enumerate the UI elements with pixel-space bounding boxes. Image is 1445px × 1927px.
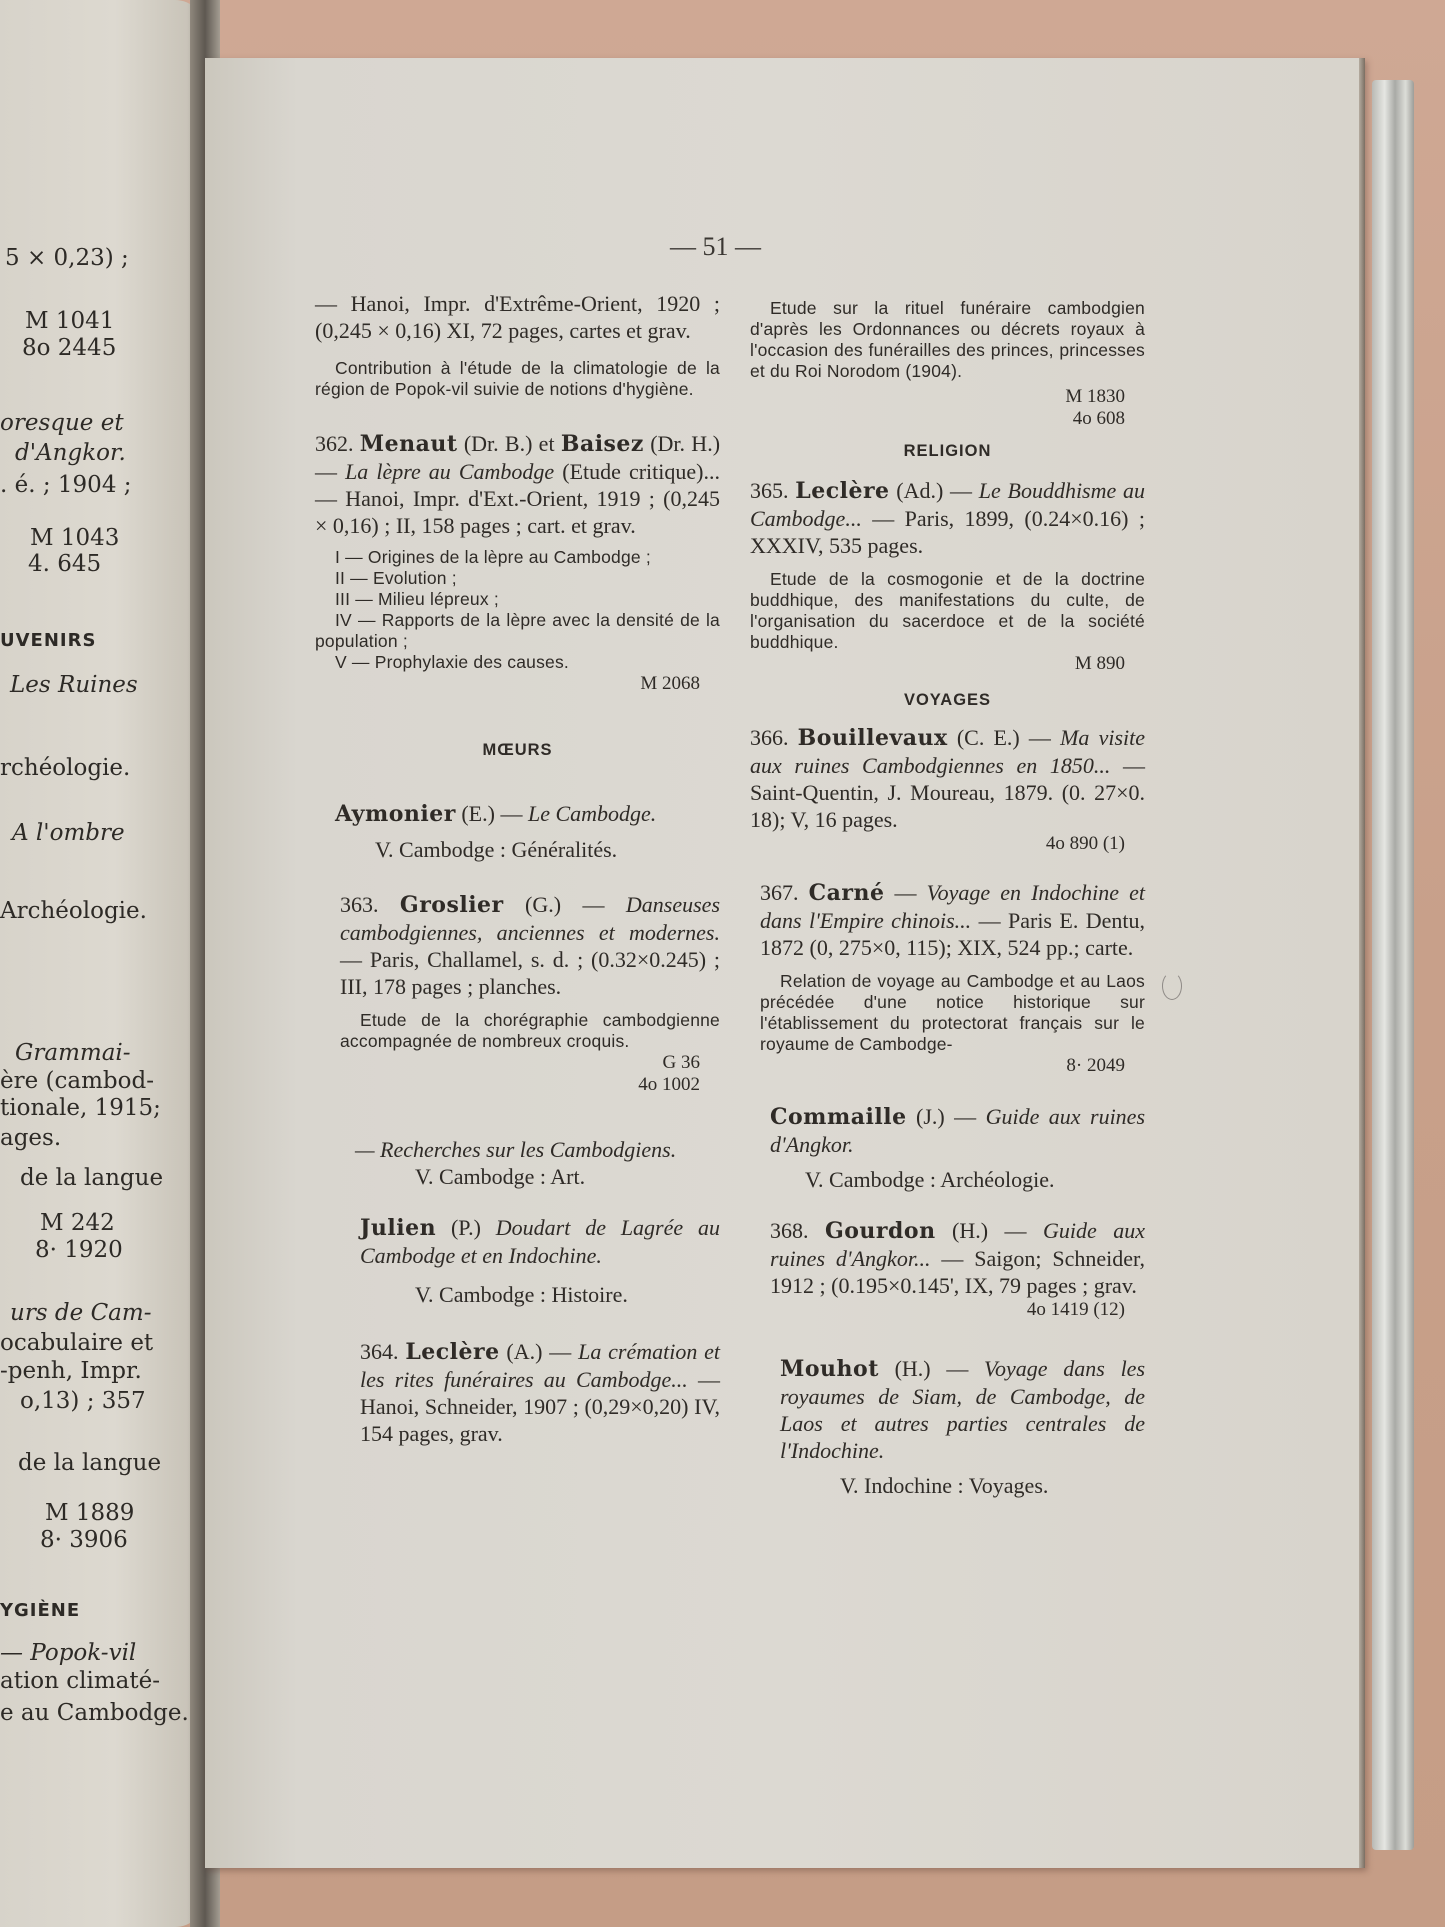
entry-title: Le Bouddhisme au Cambodge... bbox=[750, 478, 1146, 531]
left-page-text-fragment: ages. bbox=[0, 1125, 62, 1151]
entry-mouhot bbox=[750, 1355, 1145, 1464]
left-column bbox=[315, 290, 720, 1447]
entry-recherches: — Recherches sur les Cambodgiens. bbox=[355, 1137, 677, 1162]
entry-title: Guide aux ruines d'Angkor. bbox=[770, 1104, 1146, 1157]
left-page-text-fragment: rchéologie. bbox=[0, 755, 131, 781]
entry-initials: (Dr. B.) et bbox=[457, 431, 561, 456]
binding-strip bbox=[1372, 80, 1414, 1850]
entry-publication: — Paris, Challamel, s. d. ; (0.32×0.245) ; III, 178 pages ; planches. bbox=[340, 947, 720, 999]
entry-julien bbox=[315, 1214, 720, 1269]
left-page-text-fragment: -penh, Impr. bbox=[0, 1358, 142, 1384]
entry-number: 366. bbox=[750, 725, 789, 750]
shelf-mark: G 36 bbox=[662, 1052, 700, 1073]
pencil-annotation-mark bbox=[1162, 972, 1182, 1000]
see-reference: V. Cambodge : Art. bbox=[415, 1164, 586, 1189]
entry-initials: (Dr. H.) — bbox=[315, 431, 721, 484]
shelf-mark: M 890 bbox=[1074, 653, 1125, 674]
entry-361-note: Contribution à l'étude de la climatologie de la région de Popok-vil suivie de notions d'hygiène. bbox=[315, 358, 720, 399]
shelf-mark: M 2068 bbox=[640, 673, 700, 694]
entry-365-note: Etude de la cosmogonie et de la doctrine buddhique, des manifestations du culte, de l'organisation du sacerdoce et de la société buddhique. bbox=[750, 569, 1145, 652]
entry-365 bbox=[750, 477, 1145, 559]
entry-366 bbox=[750, 724, 1145, 833]
entry-title: Ma visite aux ruines Cambodgiennes en 1850... bbox=[750, 725, 1145, 778]
entry-number: 362. bbox=[315, 431, 354, 456]
left-page-text-fragment: Grammai- bbox=[15, 1040, 131, 1066]
entry-363-note: Etude de la chorégraphie cambodgienne accompagnée de nombreux croquis. bbox=[340, 1010, 720, 1051]
entry-364 bbox=[315, 1338, 720, 1447]
left-page-text-fragment: e au Cambodge. bbox=[0, 1700, 189, 1726]
contents-item: IV — Rapports de la lèpre avec la densité de la population ; bbox=[315, 610, 720, 651]
page-number: — 51 — bbox=[670, 232, 761, 261]
entry-author: Bouillevaux bbox=[797, 725, 948, 751]
entry-initials: (H.) — bbox=[878, 1356, 985, 1381]
left-page-text-fragment: de la langue bbox=[18, 1450, 162, 1476]
entry-publication: (Etude critique)... — Hanoi, Impr. d'Ext.-Orient, 1919 ; (0,245 × 0,16) ; II, 158 pages ; cart. et grav. bbox=[315, 459, 720, 538]
see-reference: V. Cambodge : Généralités. bbox=[375, 837, 618, 862]
entry-author: Commaille bbox=[770, 1104, 907, 1130]
entry-publication: — Hanoi, Schneider, 1907 ; (0,29×0,20) IV, 154 pages, grav. bbox=[360, 1367, 721, 1446]
left-page-text-fragment: tionale, 1915; bbox=[0, 1095, 161, 1121]
entry-number: 367. bbox=[760, 880, 799, 905]
contents-item: III — Milieu lépreux ; bbox=[335, 589, 499, 609]
entry-367 bbox=[750, 879, 1145, 961]
shelf-mark: 4o 1419 (12) bbox=[1026, 1299, 1125, 1320]
left-page-text-fragment: M 1889 bbox=[45, 1500, 135, 1526]
entry-title: La crémation et les rites funéraires au Cambodge... bbox=[360, 1339, 720, 1392]
left-page-text-fragment: M 1041 bbox=[25, 308, 115, 334]
entry-author: Carné bbox=[808, 880, 885, 906]
left-page-text-fragment: urs de Cam- bbox=[10, 1300, 152, 1326]
entry-initials: (G.) — bbox=[503, 892, 626, 917]
entry-author: Groslier bbox=[399, 892, 504, 918]
left-page-text-fragment: — Popok-vil bbox=[0, 1640, 137, 1666]
left-page-text-fragment: M 242 bbox=[40, 1210, 115, 1236]
shelf-mark: M 1830 bbox=[1065, 386, 1125, 407]
left-page bbox=[0, 0, 205, 1927]
see-reference: V. Cambodge : Archéologie. bbox=[805, 1167, 1055, 1192]
entry-initials: (E.) — bbox=[455, 801, 528, 826]
entry-aymonier bbox=[315, 800, 720, 828]
entry-initials: — bbox=[884, 880, 927, 905]
entry-title: Danseuses cambodgiennes, anciennes et modernes. bbox=[340, 892, 721, 945]
right-column bbox=[750, 298, 1145, 1499]
left-page-text-fragment: YGIÈNE bbox=[0, 1600, 81, 1621]
left-page-text-fragment: ère (cambod- bbox=[0, 1068, 154, 1094]
section-heading-religion: RELIGION bbox=[903, 442, 992, 460]
left-page-text-fragment: 8· 1920 bbox=[35, 1237, 123, 1263]
left-page-text-fragment: M 1043 bbox=[30, 525, 120, 551]
see-reference: V. Indochine : Voyages. bbox=[840, 1473, 1049, 1498]
entry-author: Julien bbox=[360, 1215, 437, 1241]
contents-item: II — Evolution ; bbox=[335, 568, 457, 588]
contents-item: I — Origines de la lèpre au Cambodge ; bbox=[335, 547, 651, 567]
entry-commaille bbox=[750, 1103, 1145, 1158]
entry-title: Guide aux ruines d'Angkor... bbox=[770, 1218, 1146, 1271]
contents-item: V — Prophylaxie des causes. bbox=[335, 652, 569, 672]
entry-publication: — Saint-Quentin, J. Moureau, 1879. (0. 27×0. 18); V, 16 pages. bbox=[750, 753, 1145, 832]
see-reference: V. Cambodge : Histoire. bbox=[415, 1282, 628, 1307]
left-page-text-fragment: 8· 3906 bbox=[40, 1527, 128, 1553]
entry-author: Baisez bbox=[560, 431, 644, 457]
entry-author: Gourdon bbox=[824, 1218, 936, 1244]
shelf-mark: 4o 608 bbox=[1072, 408, 1125, 429]
section-heading-moeurs: MŒURS bbox=[482, 741, 553, 759]
left-page-text-fragment: UVENIRS bbox=[0, 630, 97, 651]
shelf-mark: 4o 1002 bbox=[638, 1074, 700, 1095]
entry-title: Voyage en Indochine et dans l'Empire chinois... bbox=[760, 880, 1146, 933]
entry-367-note: Relation de voyage au Cambodge et au Laos précédée d'une notice historique sur l'établissement du protectorat français sur le royaume de Cambodge- bbox=[760, 971, 1145, 1054]
entry-publication: — Paris E. Dentu, 1872 (0, 275×0, 115); XIX, 524 pp.; carte. bbox=[760, 908, 1145, 960]
left-page-text-fragment: de la langue bbox=[20, 1165, 164, 1191]
entry-363 bbox=[315, 891, 720, 1000]
entry-368 bbox=[750, 1217, 1145, 1299]
entry-initials: (J.) — bbox=[906, 1104, 986, 1129]
entry-author: Leclère bbox=[795, 478, 890, 504]
left-page-text-fragment: 5 × 0,23) ; bbox=[5, 245, 129, 271]
entry-title: Le Cambodge. bbox=[527, 801, 657, 826]
left-page-text-fragment: 4. 645 bbox=[28, 551, 102, 577]
left-page-text-fragment: Archéologie. bbox=[0, 898, 147, 924]
left-page-text-fragment: ation climaté- bbox=[0, 1668, 161, 1694]
entry-author: Mouhot bbox=[780, 1356, 879, 1382]
left-page-text-fragment: . é. ; 1904 ; bbox=[0, 472, 132, 498]
left-page-text-fragment: Les Ruines bbox=[10, 672, 138, 698]
entry-initials: (P.) bbox=[436, 1215, 496, 1240]
entry-author: Aymonier bbox=[335, 801, 456, 827]
entry-initials: (A.) — bbox=[499, 1339, 579, 1364]
section-heading-voyages: VOYAGES bbox=[903, 691, 992, 709]
left-page-text-fragment: 8o 2445 bbox=[22, 335, 117, 361]
entry-publication: — Saigon; Schneider, 1912 ; (0.195×0.145', IX, 79 pages ; grav. bbox=[770, 1246, 1146, 1298]
shelf-mark: 4o 890 (1) bbox=[1045, 833, 1125, 854]
entry-362 bbox=[315, 430, 720, 539]
entry-title: Doudart de Lagrée au Cambodge et en Indochine. bbox=[360, 1215, 720, 1268]
entry-title: La lèpre au Cambodge bbox=[345, 459, 555, 484]
entry-362-contents bbox=[315, 547, 720, 673]
entry-publication: — Paris, 1899, (0.24×0.16) ; XXXIV, 535 pages. bbox=[750, 506, 1145, 558]
entry-number: 363. bbox=[340, 892, 379, 917]
entry-author: Menaut bbox=[359, 431, 458, 457]
left-page-text-fragment: oresque et bbox=[0, 410, 124, 436]
entry-title: Voyage dans les royaumes de Siam, de Cambodge, de Laos et autres parties centrales de l'Indochine. bbox=[780, 1356, 1146, 1463]
left-page-text-fragment: ocabulaire et bbox=[0, 1330, 154, 1356]
entry-initials: (C. E.) — bbox=[947, 725, 1061, 750]
entry-number: 365. bbox=[750, 478, 789, 503]
entry-number: 368. bbox=[770, 1218, 809, 1243]
left-page-text-fragment: A l'ombre bbox=[12, 820, 125, 846]
entry-initials: (Ad.) — bbox=[889, 478, 979, 503]
shelf-mark: 8· 2049 bbox=[1066, 1055, 1125, 1076]
entry-361-publication: — Hanoi, Impr. d'Extrême-Orient, 1920 ; (0,245 × 0,16) XI, 72 pages, cartes et grav. bbox=[315, 291, 720, 343]
entry-author: Leclère bbox=[405, 1339, 500, 1365]
entry-364-note: Etude sur la rituel funéraire cambodgien d'après les Ordonnances ou décrets royaux à l'occasion des funérailles des princes, princesses et du Roi Norodom (1904). bbox=[750, 298, 1145, 381]
left-page-text-fragment: o,13) ; 357 bbox=[20, 1388, 146, 1414]
entry-initials: (H.) — bbox=[935, 1218, 1044, 1243]
entry-number: 364. bbox=[360, 1339, 399, 1364]
left-page-text-fragment: d'Angkor. bbox=[15, 440, 126, 466]
